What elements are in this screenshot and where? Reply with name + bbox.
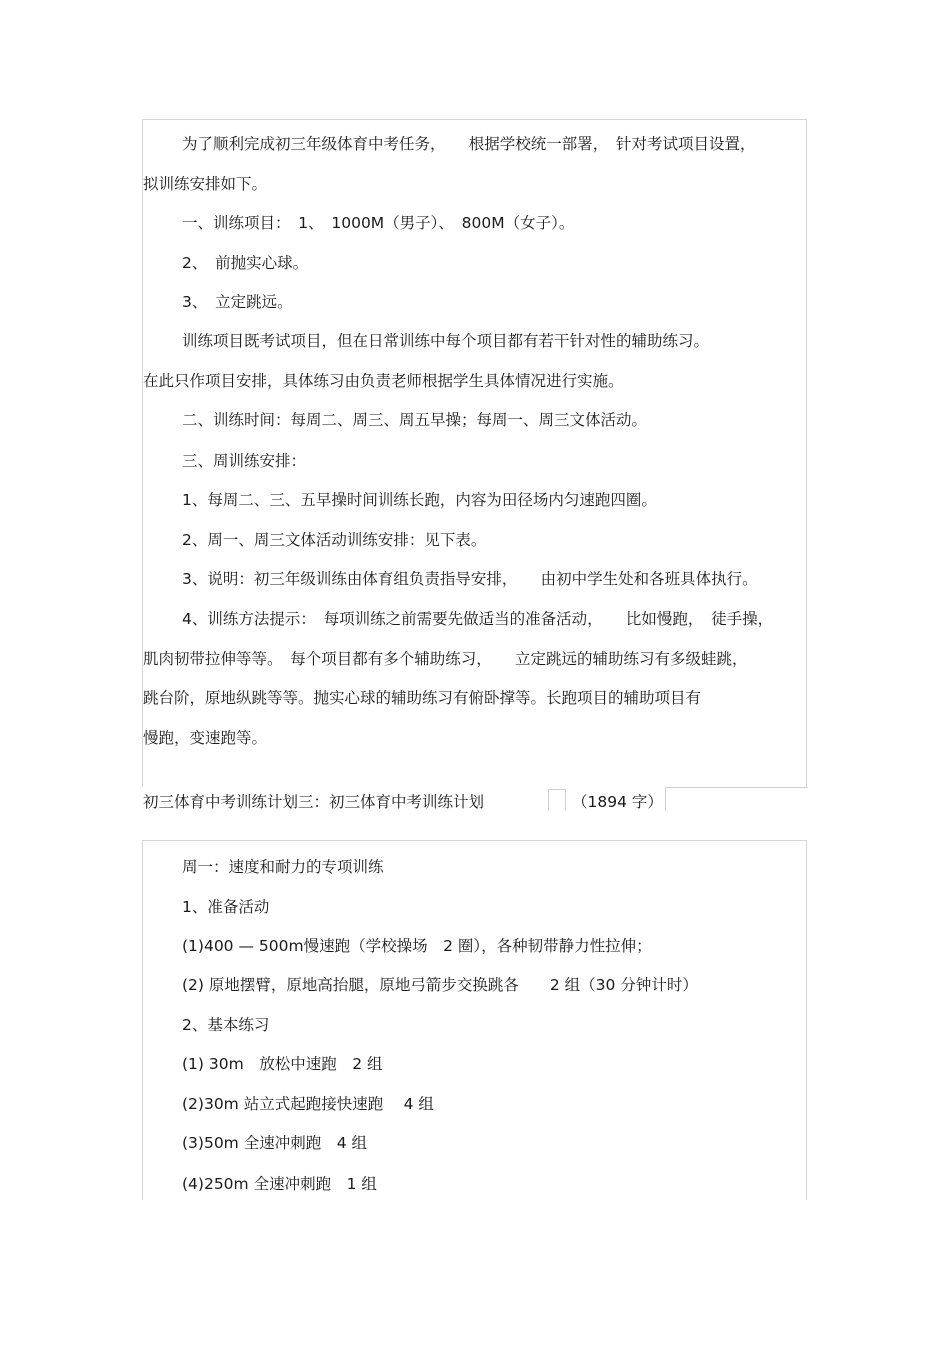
training-items-line: 一、训练项目： 1、 1000M（男子）、 800M（女子）。 [182, 214, 575, 232]
training-note-line2: 在此只作项目安排，具体练习由负责老师根据学生具体情况进行实施。 [143, 372, 624, 390]
schedule-item-4-line1: 4、训练方法提示： 每项训练之前需要先做适当的准备活动， 比如慢跑， 徒手操， [182, 610, 774, 628]
warmup-heading: 1、准备活动 [182, 898, 270, 916]
paragraph-intro-line1: 为了顺利完成初三年级体育中考任务， 根据学校统一部署， 针对考试项目设置， [182, 135, 756, 153]
weekly-schedule-heading: 三、周训练安排： [182, 452, 307, 470]
schedule-item-4-line2: 肌肉韧带拉伸等等。 每个项目都有多个辅助练习， 立定跳远的辅助练习有多级蛙跳， [143, 650, 748, 668]
training-item-2: 2、 前抛实心球。 [182, 254, 309, 272]
basic-item-3: (3)50m 全速冲刺跑 4 组 [182, 1134, 367, 1152]
basic-item-1: (1) 30m 放松中速跑 2 组 [182, 1055, 383, 1073]
schedule-item-3: 3、说明：初三年级训练由体育组负责指导安排， 由初中学生处和各班具体执行。 [182, 570, 758, 588]
divider-box [548, 789, 566, 811]
warmup-item-2: (2) 原地摆臂，原地高抬腿，原地弓箭步交换跳各 2 组（30 分钟计时） [182, 976, 698, 994]
schedule-item-4-line3: 跳台阶，原地纵跳等等。抛实心球的辅助练习有俯卧撑等。长跑项目的辅助项目有 [143, 689, 702, 707]
warmup-item-1: (1)400 — 500m慢速跑（学校操场 2 圈），各种韧带静力性拉伸； [182, 937, 652, 955]
schedule-item-4-line4: 慢跑，变速跑等。 [143, 729, 268, 747]
word-count: （1894 字） [572, 793, 663, 811]
monday-heading: 周一：速度和耐力的专项训练 [182, 858, 384, 876]
paragraph-intro-line2: 拟训练安排如下。 [143, 175, 268, 193]
training-note-line1: 训练项目既考试项目，但在日常训练中每个项目都有若干针对性的辅助练习。 [182, 332, 710, 350]
schedule-item-1: 1、每周二、三、五早操时间训练长跑，内容为田径场内匀速跑四圈。 [182, 491, 657, 509]
training-time-line: 二、训练时间：每周二、周三、周五早操；每周一、周三文体活动。 [182, 411, 648, 429]
training-item-3: 3、 立定跳远。 [182, 293, 293, 311]
basic-item-4: (4)250m 全速冲刺跑 1 组 [182, 1175, 377, 1193]
divider-line [665, 787, 808, 811]
schedule-item-2: 2、周一、周三文体活动训练安排：见下表。 [182, 531, 487, 549]
basic-item-2: (2)30m 站立式起跑接快速跑 4 组 [182, 1095, 434, 1113]
basic-practice-heading: 2、基本练习 [182, 1016, 270, 1034]
plan-title: 初三体育中考训练计划三：初三体育中考训练计划 [143, 793, 485, 811]
